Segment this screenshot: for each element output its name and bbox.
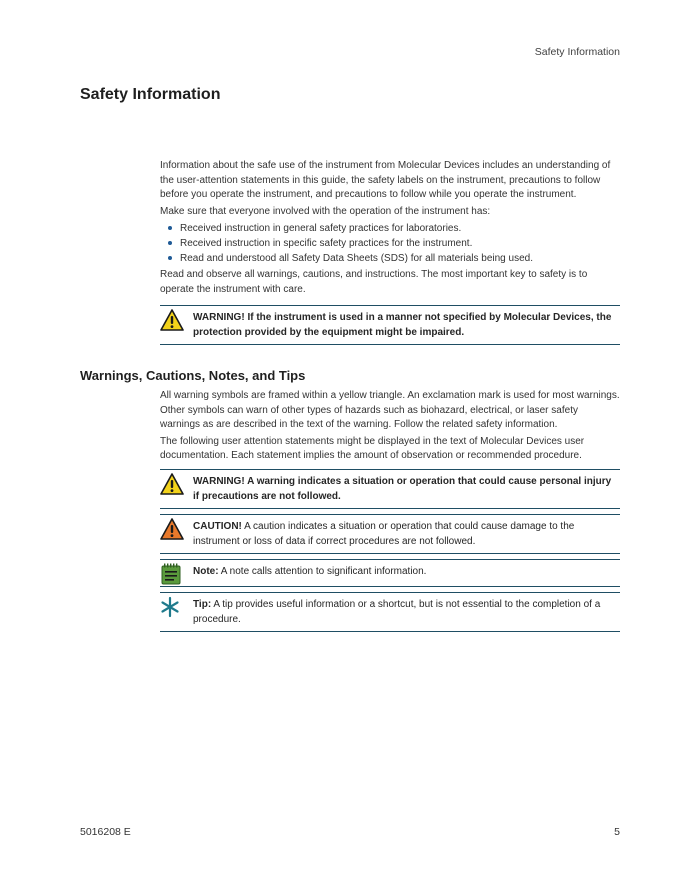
caution-notice bbox=[160, 514, 620, 554]
sparkle-icon bbox=[160, 596, 184, 618]
list-item: Read and understood all Safety Data Sheets (SDS) for all materials being used. bbox=[160, 251, 620, 266]
caution-label: CAUTION! bbox=[193, 520, 242, 532]
warning-notice bbox=[160, 305, 620, 345]
section-paragraph: The following user attention statements might be displayed in the text of Molecular Devices user documentation. Each statement implies the amount of observation or recommended procedure. bbox=[160, 435, 585, 461]
section-title: Warnings, Cautions, Notes, and Tips bbox=[80, 368, 306, 383]
warning-text: WARNING! If the instrument is used in a manner not specified by Molecular Devices, the protection provided by the equipment might be impaired. bbox=[193, 312, 612, 338]
tip-label: Tip: bbox=[193, 598, 212, 610]
warning-notice bbox=[160, 469, 620, 509]
bullet-icon bbox=[168, 241, 172, 245]
bullet-icon bbox=[168, 256, 172, 260]
page-number: 5 bbox=[614, 826, 620, 838]
caution-text: A caution indicates a situation or operation that could cause damage to the instrument or loss of data if correct procedures are not followed. bbox=[193, 520, 575, 547]
intro-paragraph: Make sure that everyone involved with the operation of the instrument has: bbox=[160, 205, 491, 217]
notepad-icon bbox=[160, 563, 184, 585]
caution-triangle-icon bbox=[160, 518, 184, 540]
list-item: Received instruction in specific safety practices for the instrument. bbox=[160, 236, 620, 251]
list-item: Received instruction in general safety practices for laboratories. bbox=[160, 221, 620, 236]
tip-text: A tip provides useful information or a shortcut, but is not essential to the completion of a procedure. bbox=[193, 598, 601, 625]
intro-paragraph: Read and observe all warnings, cautions, and instructions. The most important key to safety is to operate the instrument with care. bbox=[160, 269, 588, 295]
intro-paragraph: Information about the safe use of the instrument from Molecular Devices includes an understanding of the user-attention statements in this guide, the safety labels on the instrument, precautions to follow before you operate the instrument, and precautions to follow while you operate the instrument. bbox=[160, 160, 611, 200]
tip-notice bbox=[160, 592, 620, 632]
bullet-icon bbox=[168, 226, 172, 230]
attention-statements-block bbox=[160, 389, 620, 637]
warning-triangle-icon bbox=[160, 309, 184, 331]
warning-text: WARNING! A warning indicates a situation or operation that could cause personal injury if precautions are not followed. bbox=[193, 475, 612, 502]
note-text: A note calls attention to significant information. bbox=[218, 565, 427, 577]
document-number: 5016208 E bbox=[80, 826, 131, 838]
note-label: Note: bbox=[193, 565, 219, 577]
warning-triangle-icon bbox=[160, 473, 184, 495]
requirements-list bbox=[160, 221, 620, 266]
notice-stack bbox=[160, 469, 620, 632]
page-title: Safety Information bbox=[80, 86, 221, 103]
section-paragraph: All warning symbols are framed within a yellow triangle. An exclamation mark is used for most warnings. Other symbols can warn of other types of hazards such as biohazard, electrical, or laser safety warnings as are described in the text of the warning. Follow the related safety information. bbox=[160, 390, 620, 430]
note-notice bbox=[160, 559, 620, 587]
running-header: Safety Information bbox=[534, 46, 620, 58]
intro-block bbox=[160, 159, 620, 345]
